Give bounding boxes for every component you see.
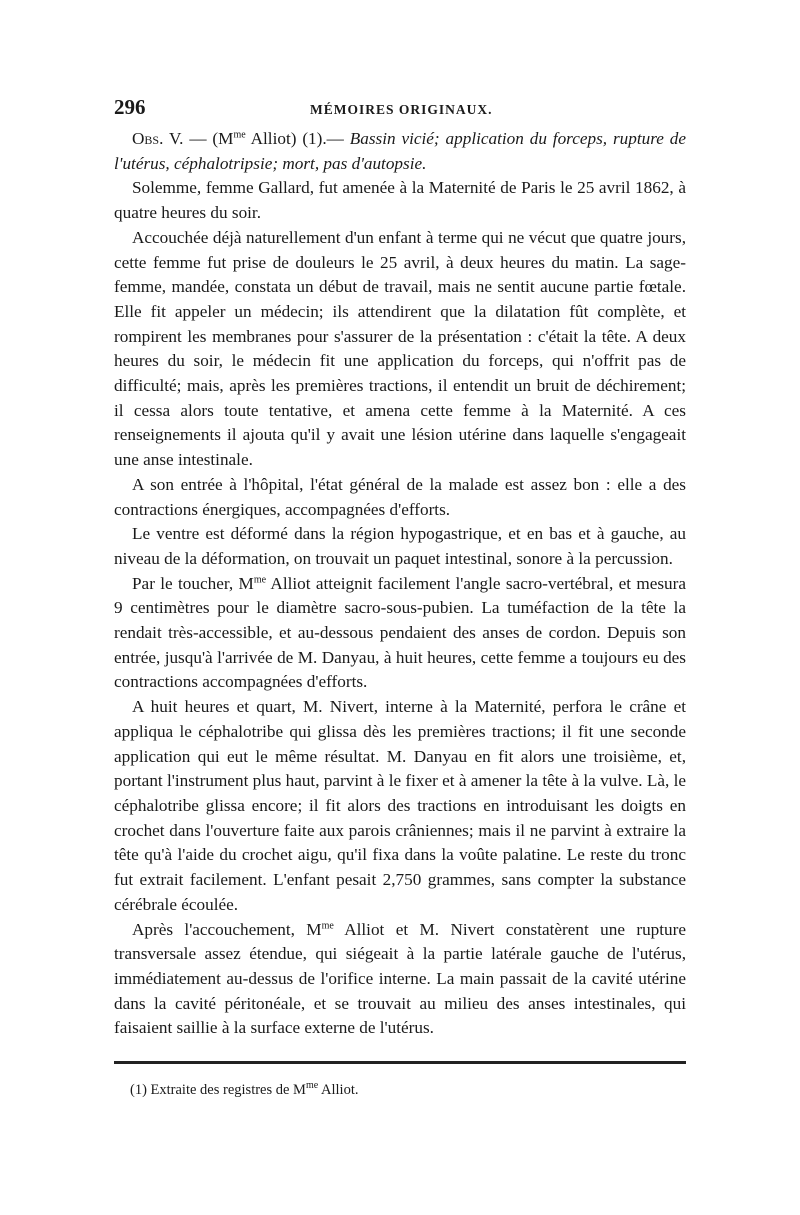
footnote-sup: me — [305, 1080, 319, 1092]
paragraph-2: Accouchée déjà naturellement d'un enfant à terme qui ne vécut que quatre jours, cette femme fut prise de douleurs le 25 avril, à deux heures du matin. La sage-femme, mandée, constata un début de travail, mais ne sentit aucune partie fœtale. Elle fit appeler un médecin; ils attendirent que la dilatation fût complète, et rompirent les membranes pour s'assurer de la présentation : c'était la tête. A deux heures du soir, le médecin fit une application du forceps, qui n'offrit pas de difficulté; mais, après les premières tractions, il entendit un bruit de déchirement; il cessa alors toute tentative, et amena cette femme à la Maternité. A ces renseignements il ajouta qu'il y avait une lésion utérine dans laquelle s'engageait une anse intestinale. — [114, 227, 686, 470]
footnote — [130, 1082, 686, 1099]
obs-label: Obs. — [132, 129, 164, 148]
p7-sup: me — [321, 919, 334, 931]
obs-title: Bassin vicié; application du forceps, rupture de l'utérus, céphalotripsie; mort, pas d'autopsie. — [114, 129, 686, 173]
obs-sup: me — [233, 129, 246, 141]
paragraph-4: Le ventre est déformé dans la région hypogastrique, et en bas et à gauche, au niveau de la déformation, on trouvait un paquet intestinal, sonore à la percussion. — [114, 524, 686, 568]
obs-after-sup: Alliot) (1).— — [245, 129, 350, 148]
p7-rest: Alliot et M. Nivert constatèrent une rupture transversale assez étendue, qui siégeait à la partie latérale gauche de l'utérus, immédiatement au-dessus de l'orifice interne. La main passait de la cavité utérine dans la cavité péritonéale, et se trouvait au milieu des anses intestinales, qui faisaient saillie à la surface externe de l'utérus. — [114, 919, 686, 1038]
paragraph-5 — [114, 572, 686, 696]
footnote-rule — [114, 1061, 686, 1064]
obs-number: V. — (M — [163, 129, 234, 148]
p7-start: Après l'accouchement, M — [132, 919, 322, 939]
footnote-start: (1) Extraite des registres de M — [130, 1082, 306, 1099]
p5-start: Par le toucher, M — [132, 573, 254, 593]
footnote-rest: Alliot. — [318, 1082, 359, 1099]
paragraph-1: Solemme, femme Gallard, fut amenée à la Maternité de Paris le 25 avril 1862, à quatre heures du soir. — [114, 178, 686, 223]
paragraph-3: A son entrée à l'hôpital, l'état général de la malade est assez bon : elle a des contractions énergiques, accompagnées d'efforts. — [114, 474, 686, 519]
paragraph-6: A huit heures et quart, M. Nivert, interne à la Maternité, perfora le crâne et appliqua le céphalotribe qui glissa dès les premières tractions; il fit une seconde application qui eut le même résultat. M. Danyau en fit alors une troisième, et, portant l'instrument plus haut, parvint à le fixer et à amener la tête à la vulve. Là, le céphalotribe glissa encore; il fit alors des tractions en introduisant les doigts en crochet dans l'ouverture faite aux parois crâniennes; mais il ne parvint à extraire la tête qu'à l'aide du crochet aigu, qu'il fixa dans la voûte palatine. Le reste du tronc fut extrait facilement. L'enfant pesait 2,750 grammes, sans compter la substance cérébrale écoulée. — [114, 697, 686, 914]
running-head: MÉMOIRES ORIGINAUX. — [310, 102, 493, 117]
page-header — [114, 95, 686, 125]
page-number: 296 — [114, 95, 146, 119]
paragraph-7 — [114, 918, 686, 1042]
p5-rest: Alliot atteignit facilement l'angle sacro-vertébral, et mesura 9 centimètres pour le diamètre sacro-sous-pubien. La tuméfaction de la tête la rendait très-accessible, et au-dessous pendaient des anses de cordon. Depuis son entrée, jusqu'à l'arrivée de M. Danyau, à huit heures, cette femme a toujours eu des contractions accompagnées d'efforts. — [114, 573, 686, 692]
page-content — [114, 95, 686, 1099]
observation-heading — [114, 127, 686, 176]
p5-sup: me — [253, 573, 267, 585]
